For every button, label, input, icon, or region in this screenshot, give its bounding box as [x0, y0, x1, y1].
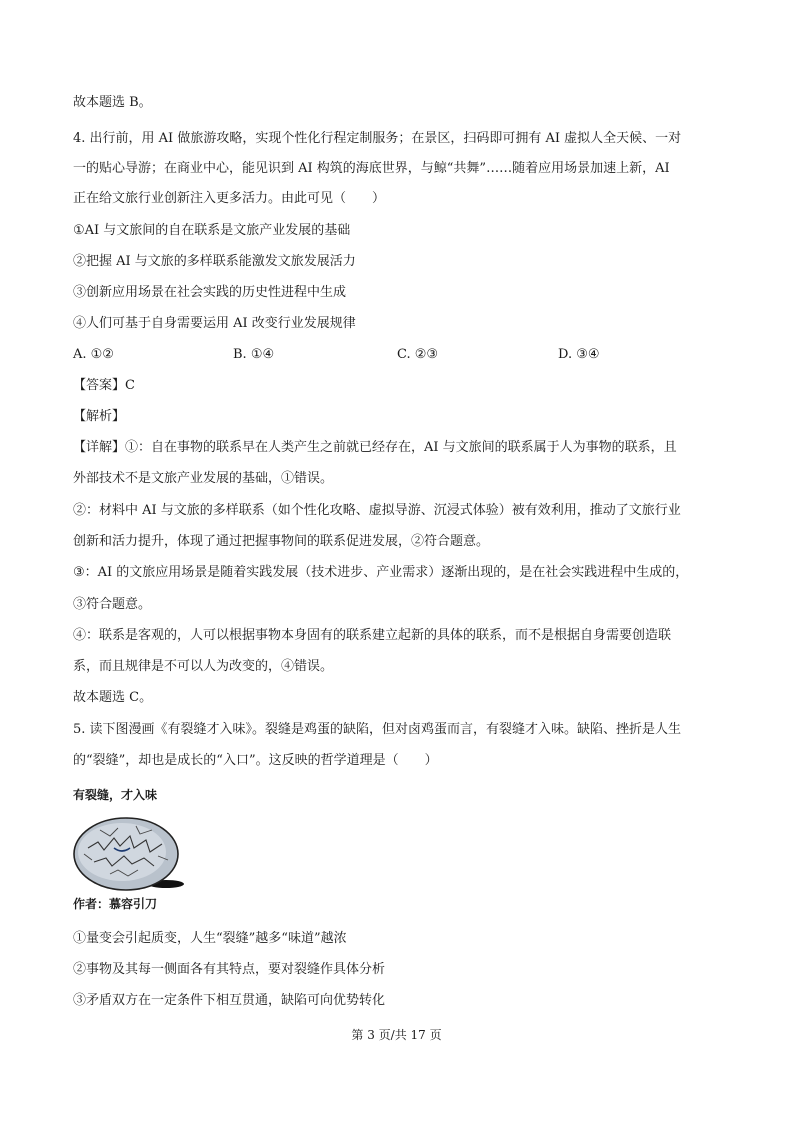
- statement-2: ②事物及其每一侧面各有其特点，要对裂缝作具体分析: [73, 962, 386, 977]
- text-line: 外部技术不是文旅产业发展的基础，①错误。: [73, 471, 334, 486]
- statement-1: ①AI 与文旅间的自在联系是文旅产业发展的基础: [73, 223, 351, 238]
- detail-text: 【详解】①：自在事物的联系早在人类产生之前就已经存在，AI 与文旅间的联系属于人为事物的联系，且: [73, 440, 677, 455]
- answer-label: 【答案】C: [73, 378, 135, 393]
- cartoon-author: 作者：慕容引刀: [73, 897, 158, 911]
- text-line: 故本题选 B。: [73, 95, 152, 110]
- analysis-label: 【解析】: [73, 409, 126, 424]
- text-line: 故本题选 C。: [73, 690, 153, 705]
- option-d: D. ③④: [558, 347, 600, 362]
- option-c: C. ②③: [397, 347, 439, 362]
- text-line: ③符合题意。: [73, 597, 152, 612]
- statement-3: ③创新应用场景在社会实践的历史性进程中生成: [73, 285, 347, 300]
- statement-4: ④人们可基于自身需要运用 AI 改变行业发展规律: [73, 316, 356, 331]
- cartoon-title: 有裂缝，才入味: [73, 788, 158, 802]
- text-line: ③：AI 的文旅应用场景是随着实践发展（技术进步、产业需求）逐渐出现的，是在社会实践进程中生成的，: [73, 565, 689, 580]
- text-line: ②：材料中 AI 与文旅的多样联系（如个性化攻略、虚拟导游、沉浸式体验）被有效利用，推动了文旅行业: [73, 503, 681, 518]
- statement-1: ①量变会引起质变，人生“裂缝”越多“味道”越浓: [73, 931, 347, 946]
- text-line: ④：联系是客观的，人可以根据事物本身固有的联系建立起新的具体的联系，而不是根据自身需要创造联: [73, 628, 672, 643]
- option-b: B. ①④: [233, 347, 275, 362]
- text-line: 创新和活力提升，体现了通过把握事物间的联系促进发展，②符合题意。: [73, 534, 490, 549]
- question-4-text: 4. 出行前，用 AI 做旅游攻略，实现个性化行程定制服务；在景区，扫码即可拥有 AI 虚拟人全天候、一对: [73, 131, 682, 146]
- option-a: A. ①②: [73, 347, 114, 362]
- statement-2: ②把握 AI 与文旅的多样联系能激发文旅发展活力: [73, 254, 356, 269]
- cracked-egg-cartoon: [70, 808, 188, 894]
- question-5-text: 5. 读下图漫画《有裂缝才入味》。裂缝是鸡蛋的缺陷，但对卤鸡蛋而言，有裂缝才入味。缺陷、挫折是人生: [73, 722, 682, 737]
- text-line: 的“裂缝”，却也是成长的“入口”。这反映的哲学道理是（ ）: [73, 753, 438, 768]
- text-line: 正在给文旅行业创新注入更多活力。由此可见（ ）: [73, 191, 386, 206]
- text-line: 一的贴心导游；在商业中心，能见识到 AI 构筑的海底世界，与鲸“共舞”……随着应用场景加速上新，AI: [73, 161, 670, 176]
- text-line: 系，而且规律是不可以人为改变的，④错误。: [73, 659, 334, 674]
- page-footer: 第 3 页/共 17 页: [351, 1028, 442, 1042]
- statement-3: ③矛盾双方在一定条件下相互贯通，缺陷可向优势转化: [73, 993, 386, 1008]
